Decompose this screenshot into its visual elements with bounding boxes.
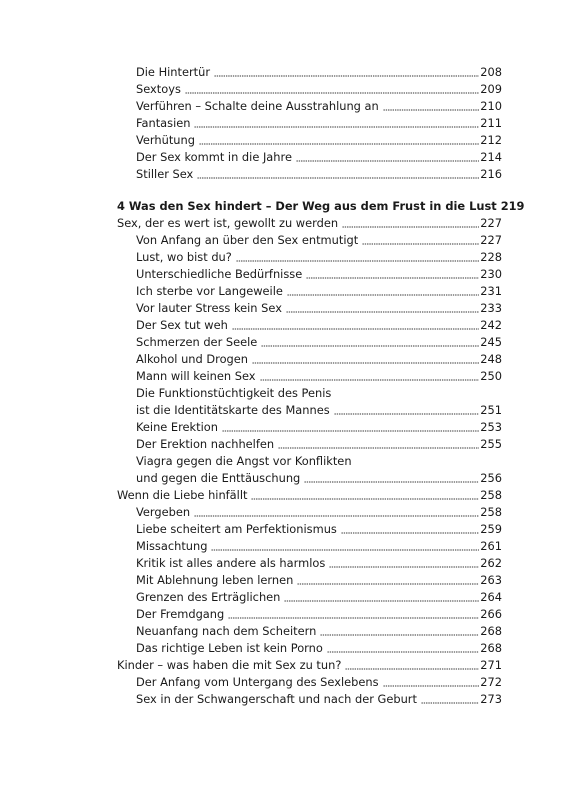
leader-dots bbox=[232, 328, 479, 330]
entry-page: 212 bbox=[480, 133, 502, 147]
toc-entry bbox=[117, 132, 502, 149]
entry-title: Die Funktionstüchtigkeit des Penis bbox=[136, 386, 332, 400]
entry-page: 264 bbox=[480, 590, 502, 604]
entry-page: 248 bbox=[480, 352, 502, 366]
entry-title: Der Sex kommt in die Jahre bbox=[136, 150, 292, 164]
leader-dots bbox=[222, 430, 479, 432]
leader-dots bbox=[329, 566, 479, 568]
toc-section bbox=[117, 487, 502, 504]
leader-dots bbox=[342, 226, 479, 228]
chapter-title: 4 Was den Sex hindert – Der Weg aus dem Frust in die Lust bbox=[117, 199, 497, 213]
toc-entry-line bbox=[117, 385, 502, 402]
entry-page: 261 bbox=[480, 539, 502, 553]
leader-dots bbox=[383, 685, 480, 687]
leader-dots bbox=[383, 109, 480, 111]
entry-page: 250 bbox=[480, 369, 502, 383]
leader-dots bbox=[286, 311, 479, 313]
toc-entry bbox=[117, 266, 502, 283]
toc-entry bbox=[117, 504, 502, 521]
toc-entry bbox=[117, 470, 502, 487]
entry-title: Liebe scheitert am Perfektionismus bbox=[136, 522, 337, 536]
entry-page: 273 bbox=[480, 692, 502, 706]
toc-entry bbox=[117, 115, 502, 132]
leader-dots bbox=[362, 243, 479, 245]
toc-section bbox=[117, 657, 502, 674]
toc-entry bbox=[117, 691, 502, 708]
entry-page: 258 bbox=[480, 505, 502, 519]
toc-entry bbox=[117, 419, 502, 436]
section-page: 271 bbox=[480, 658, 502, 672]
leader-dots bbox=[194, 126, 479, 128]
entry-page: 263 bbox=[480, 573, 502, 587]
leader-dots bbox=[252, 362, 479, 364]
leader-dots bbox=[199, 143, 479, 145]
entry-page: 210 bbox=[480, 99, 502, 113]
leader-dots bbox=[251, 498, 479, 500]
leader-dots bbox=[197, 177, 479, 179]
entry-title: Der Sex tut weh bbox=[136, 318, 228, 332]
chapter-heading bbox=[117, 198, 525, 215]
leader-dots bbox=[345, 668, 479, 670]
toc-entry bbox=[117, 166, 502, 183]
leader-dots bbox=[306, 277, 479, 279]
toc-entry bbox=[117, 640, 502, 657]
toc-entry bbox=[117, 98, 502, 115]
entry-title: und gegen die Enttäuschung bbox=[136, 471, 301, 485]
entry-title: Alkohol und Drogen bbox=[136, 352, 249, 366]
entry-title: Mann will keinen Sex bbox=[136, 369, 256, 383]
leader-dots bbox=[185, 92, 479, 94]
entry-title: Sextoys bbox=[136, 82, 181, 96]
toc-section bbox=[117, 215, 502, 232]
entry-title: Verführen – Schalte deine Ausstrahlung an bbox=[136, 99, 379, 113]
toc-entry bbox=[117, 538, 502, 555]
toc-entry bbox=[117, 149, 502, 166]
toc-entry bbox=[117, 589, 502, 606]
toc-entry bbox=[117, 64, 502, 81]
table-of-contents bbox=[117, 64, 525, 708]
entry-page: 208 bbox=[480, 65, 502, 79]
entry-page: 231 bbox=[480, 284, 502, 298]
toc-entry bbox=[117, 81, 502, 98]
toc-entry bbox=[117, 674, 502, 691]
entry-title: Grenzen des Erträglichen bbox=[136, 590, 281, 604]
entry-title: Neuanfang nach dem Scheitern bbox=[136, 624, 317, 638]
section-page: 258 bbox=[480, 488, 502, 502]
entry-page: 256 bbox=[480, 471, 502, 485]
entry-title: Unterschiedliche Bedürfnisse bbox=[136, 267, 303, 281]
toc-entry bbox=[117, 521, 502, 538]
entry-title: Der Erektion nachhelfen bbox=[136, 437, 275, 451]
leader-dots bbox=[334, 413, 480, 415]
entry-page: 245 bbox=[480, 335, 502, 349]
toc-entry bbox=[117, 555, 502, 572]
entry-page: 214 bbox=[480, 150, 502, 164]
entry-title: Keine Erektion bbox=[136, 420, 218, 434]
toc-entry bbox=[117, 606, 502, 623]
entry-page: 209 bbox=[480, 82, 502, 96]
leader-dots bbox=[236, 260, 479, 262]
entry-title: Verhütung bbox=[136, 133, 195, 147]
entry-title: Von Anfang an über den Sex entmutigt bbox=[136, 233, 359, 247]
toc-entry bbox=[117, 283, 502, 300]
entry-title: Schmerzen der Seele bbox=[136, 335, 258, 349]
leader-dots bbox=[194, 515, 479, 517]
entry-title: Vergeben bbox=[136, 505, 191, 519]
entry-title: Das richtige Leben ist kein Porno bbox=[136, 641, 323, 655]
entry-page: 266 bbox=[480, 607, 502, 621]
leader-dots bbox=[287, 294, 479, 296]
entry-title: Fantasien bbox=[136, 116, 191, 130]
leader-dots bbox=[341, 532, 479, 534]
entry-title: Kritik ist alles andere als harmlos bbox=[136, 556, 326, 570]
toc-entry bbox=[117, 572, 502, 589]
entry-page: 228 bbox=[480, 250, 502, 264]
section-title: Wenn die Liebe hinfällt bbox=[117, 488, 248, 502]
leader-dots bbox=[296, 160, 479, 162]
entry-title: Missachtung bbox=[136, 539, 208, 553]
section-title: Sex, der es wert ist, gewollt zu werden bbox=[117, 216, 339, 230]
entry-page: 230 bbox=[480, 267, 502, 281]
entry-title: Die Hintertür bbox=[136, 65, 211, 79]
entry-page: 255 bbox=[480, 437, 502, 451]
leader-dots bbox=[297, 583, 479, 585]
entry-title: Viagra gegen die Angst vor Konflikten bbox=[136, 454, 352, 468]
entry-page: 251 bbox=[480, 403, 502, 417]
entry-title: Sex in der Schwangerschaft und nach der Geburt bbox=[136, 692, 417, 706]
leader-dots bbox=[211, 549, 479, 551]
entry-page: 268 bbox=[480, 624, 502, 638]
leader-dots bbox=[228, 617, 479, 619]
entry-page: 262 bbox=[480, 556, 502, 570]
spacer bbox=[117, 183, 502, 198]
toc-entry bbox=[117, 232, 502, 249]
leader-dots bbox=[327, 651, 479, 653]
toc-entry bbox=[117, 368, 502, 385]
leader-dots bbox=[214, 75, 479, 77]
leader-dots bbox=[421, 702, 479, 704]
entry-title: Der Fremdgang bbox=[136, 607, 225, 621]
entry-page: 233 bbox=[480, 301, 502, 315]
toc-entry bbox=[117, 436, 502, 453]
section-title: Kinder – was haben die mit Sex zu tun? bbox=[117, 658, 342, 672]
leader-dots bbox=[261, 345, 479, 347]
entry-page: 211 bbox=[480, 116, 502, 130]
entry-page: 253 bbox=[480, 420, 502, 434]
leader-dots bbox=[304, 481, 479, 483]
entry-page: 259 bbox=[480, 522, 502, 536]
entry-page: 216 bbox=[480, 167, 502, 181]
section-page: 227 bbox=[480, 216, 502, 230]
toc-entry-line bbox=[117, 453, 502, 470]
entry-page: 227 bbox=[480, 233, 502, 247]
entry-title: Mit Ablehnung leben lernen bbox=[136, 573, 294, 587]
chapter-page: 219 bbox=[500, 199, 525, 213]
entry-title: Stiller Sex bbox=[136, 167, 194, 181]
entry-page: 242 bbox=[480, 318, 502, 332]
entry-title: ist die Identitätskarte des Mannes bbox=[136, 403, 330, 417]
toc-entry bbox=[117, 317, 502, 334]
entry-title: Ich sterbe vor Langeweile bbox=[136, 284, 283, 298]
toc-entry bbox=[117, 351, 502, 368]
toc-entry bbox=[117, 402, 502, 419]
toc-entry bbox=[117, 334, 502, 351]
toc-entry bbox=[117, 300, 502, 317]
entry-page: 272 bbox=[480, 675, 502, 689]
leader-dots bbox=[260, 379, 480, 381]
entry-title: Der Anfang vom Untergang des Sexlebens bbox=[136, 675, 379, 689]
leader-dots bbox=[320, 634, 479, 636]
toc-entry bbox=[117, 623, 502, 640]
toc-entry bbox=[117, 249, 502, 266]
leader-dots bbox=[278, 447, 479, 449]
entry-title: Vor lauter Stress kein Sex bbox=[136, 301, 282, 315]
leader-dots bbox=[284, 600, 479, 602]
entry-title: Lust, wo bist du? bbox=[136, 250, 232, 264]
entry-page: 268 bbox=[480, 641, 502, 655]
